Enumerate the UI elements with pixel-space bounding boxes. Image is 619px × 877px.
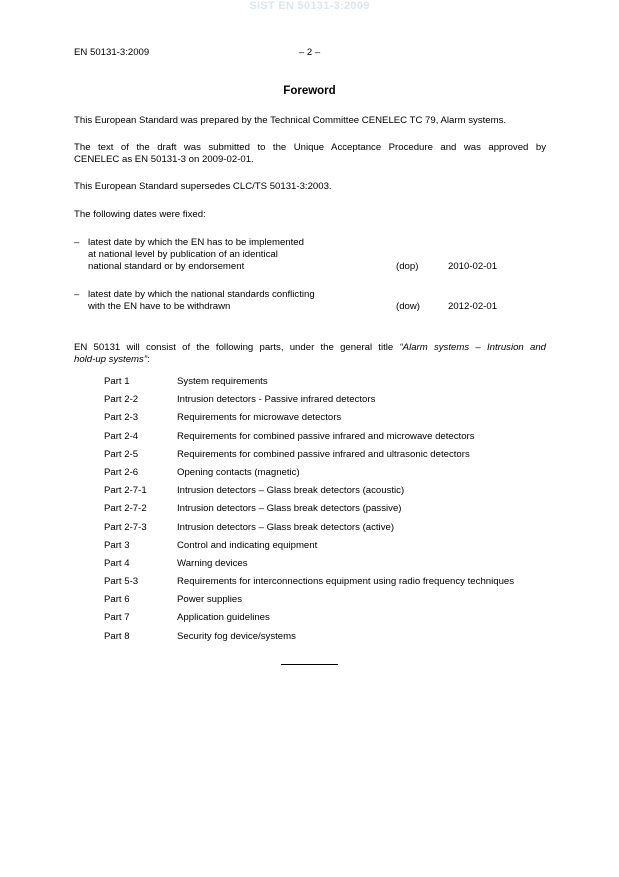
part-description: Control and indicating equipment: [177, 539, 318, 551]
part-description: Requirements for combined passive infrared and microwave detectors: [177, 430, 475, 442]
part-description: Security fog device/systems: [177, 630, 296, 642]
part-number: Part 3: [104, 539, 130, 551]
part-description: Intrusion detectors – Glass break detectors (passive): [177, 503, 402, 515]
list-item: [104, 521, 564, 539]
part-description: Requirements for microwave detectors: [177, 412, 342, 424]
part-number: Part 2-4: [104, 430, 139, 442]
part-number: Part 2-2: [104, 394, 139, 406]
series-title-part-2: hold-up systems”: [74, 354, 148, 365]
part-number: Part 2-7-2: [104, 503, 147, 515]
list-item: [104, 448, 564, 466]
part-number: Part 2-7-3: [104, 521, 147, 533]
part-description: Application guidelines: [177, 612, 270, 624]
part-number: Part 2-3: [104, 412, 139, 424]
part-description: Requirements for interconnections equipment using radio frequency techniques: [177, 576, 515, 588]
part-description: Warning devices: [177, 557, 248, 569]
paragraph-dates-intro: The following dates were fixed:: [74, 209, 206, 220]
list-item: [104, 539, 564, 557]
list-item: [104, 393, 564, 411]
date-entry-line: latest date by which the national standards conflicting: [88, 289, 315, 300]
date-value: 2012-02-01: [448, 301, 498, 312]
date-value: 2010-02-01: [448, 261, 498, 272]
part-number: Part 7: [104, 612, 130, 624]
part-description: Requirements for combined passive infrared and ultrasonic detectors: [177, 448, 470, 460]
page-number: – 2 –: [298, 47, 321, 58]
date-entry-text: [88, 289, 408, 313]
part-number: Part 5-3: [104, 576, 139, 588]
paragraph-parts-intro: [74, 342, 546, 366]
part-description: Intrusion detectors – Glass break detectors (active): [177, 521, 395, 533]
list-item: [104, 630, 564, 648]
part-number: Part 6: [104, 594, 130, 606]
page-title: Foreword: [283, 85, 336, 97]
date-entry-text: [88, 237, 388, 273]
list-item: [104, 611, 564, 629]
part-number: Part 4: [104, 557, 130, 569]
part-description: Intrusion detectors - Passive infrared detectors: [177, 394, 376, 406]
list-item: [104, 466, 564, 484]
date-entry-line: latest date by which the EN has to be implemented: [88, 237, 304, 248]
part-description: Opening contacts (magnetic): [177, 466, 300, 478]
part-number: Part 8: [104, 630, 130, 642]
date-entry-line: at national level by publication of an identical: [88, 249, 278, 260]
bullet-dash: –: [74, 289, 80, 300]
list-item: [104, 411, 564, 429]
part-number: Part 2-7-1: [104, 485, 147, 497]
date-code: (dop): [396, 261, 419, 272]
date-entry-line: with the EN have to be withdrawn: [88, 301, 231, 312]
list-item: [104, 484, 564, 502]
series-title-part-1: “Alarm systems – Intrusion and: [399, 342, 546, 353]
parts-intro-line-2: [74, 354, 546, 366]
parts-list: [104, 375, 564, 648]
part-number: Part 2-5: [104, 448, 139, 460]
end-divider: [281, 664, 338, 665]
paragraph-approval-line-1: The text of the draft was submitted to the Unique Acceptance Procedure and was approved by: [74, 142, 546, 153]
watermark: SIST EN 50131-3:2009: [249, 0, 370, 12]
list-item: [104, 593, 564, 611]
paragraph-approval: [74, 142, 546, 166]
parts-intro-line-1: [74, 342, 546, 354]
parts-intro-lead: EN 50131 will consist of the following parts, under the general title: [74, 342, 400, 353]
paragraph-supersedes: This European Standard supersedes CLC/TS 50131-3:2003.: [74, 181, 332, 192]
parts-intro-tail: :: [147, 354, 150, 365]
paragraph-approval-line-2: CENELEC as EN 50131-3 on 2009-02-01.: [74, 154, 254, 165]
list-item: [104, 557, 564, 575]
list-item: [104, 430, 564, 448]
list-item: [104, 502, 564, 520]
date-entry-line: national standard or by endorsement: [88, 261, 245, 272]
part-description: System requirements: [177, 376, 268, 387]
part-description: Intrusion detectors – Glass break detectors (acoustic): [177, 485, 405, 497]
part-number: Part 1: [104, 376, 130, 387]
part-number: Part 2-6: [104, 466, 139, 478]
bullet-dash: –: [74, 237, 80, 248]
paragraph-prepared-by: This European Standard was prepared by the Technical Committee CENELEC TC 79, Alarm systems.: [74, 115, 507, 126]
date-code: (dow): [396, 301, 420, 312]
list-item: [104, 575, 564, 593]
list-item: [104, 375, 564, 393]
part-description: Power supplies: [177, 594, 243, 606]
document-id: EN 50131-3:2009: [74, 47, 150, 58]
